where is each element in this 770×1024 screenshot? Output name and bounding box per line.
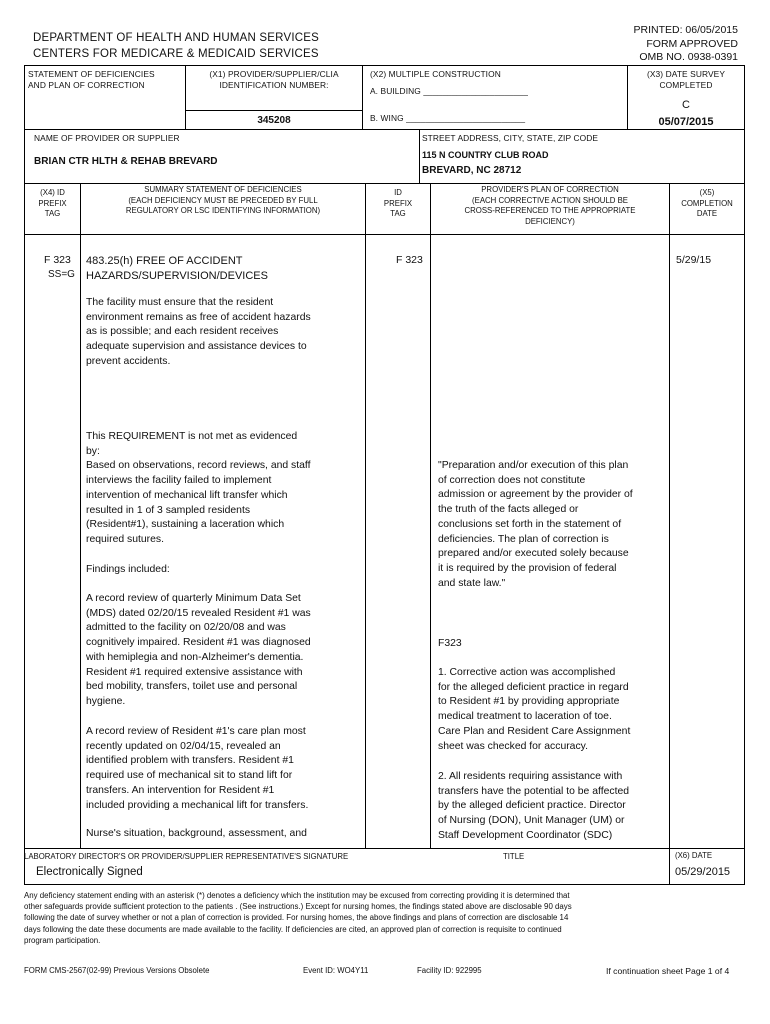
id-prefix-column-header: ID PREFIX TAG bbox=[383, 188, 413, 218]
rule bbox=[24, 183, 745, 184]
x3-label: (X3) DATE SURVEY COMPLETED bbox=[646, 69, 726, 90]
printed-date: PRINTED: 06/05/2015 bbox=[633, 24, 738, 36]
address-line1: 115 N COUNTRY CLUB ROAD bbox=[422, 150, 549, 160]
rule bbox=[24, 234, 745, 235]
findings-included: Findings included: bbox=[86, 564, 170, 575]
rule bbox=[669, 183, 670, 848]
rule bbox=[24, 884, 745, 885]
survey-code: C bbox=[682, 99, 690, 111]
signature-date: 05/29/2015 bbox=[675, 866, 731, 878]
care-plan-review-text: A record review of Resident #1's care plan most recently updated on 02/04/15, revealed an identified problem with transfers. Resident #1 required use of mechanical sit to stand lift for transfers. An intervention for Resident #1 included providing a mechanical lift for transfers. bbox=[86, 726, 309, 811]
plan-tag: F 323 bbox=[396, 254, 423, 266]
x2-label: (X2) MULTIPLE CONSTRUCTION bbox=[370, 69, 501, 79]
rule bbox=[744, 65, 745, 184]
plan-disclaimer: "Preparation and/or execution of this plan of correction does not constitute admission or agreement by the provider of the truth of the facts alleged or conclusions set forth in the statement of deficiencies. The plan of correction is prepared and/or executed solely because it is required by the provision of federal and state law." bbox=[438, 460, 633, 589]
form-approval-block bbox=[634, 24, 738, 65]
deficiency-regulation-text: The facility must ensure that the resident environment remains as free of accident hazards as is possible; and each resident receives adequate supervision and assistance devices to prevent accidents. bbox=[86, 297, 311, 367]
facility-id: Facility ID: 922995 bbox=[417, 966, 482, 975]
address-label: STREET ADDRESS, CITY, STATE, ZIP CODE bbox=[422, 133, 599, 143]
x1-label: (X1) PROVIDER/SUPPLIER/CLIA IDENTIFICATION NUMBER: bbox=[209, 69, 339, 90]
electronic-signature: Electronically Signed bbox=[36, 866, 143, 878]
title-label: TITLE bbox=[503, 852, 525, 861]
provider-name: BRIAN CTR HLTH & REHAB BREVARD bbox=[34, 156, 218, 167]
form-number: FORM CMS-2567(02-99) Previous Versions Obsolete bbox=[24, 966, 210, 975]
x5-column-header: (X5) COMPLETION DATE bbox=[681, 188, 733, 218]
form-approved-label: FORM APPROVED bbox=[646, 37, 738, 50]
deficiency-tag: F 323 bbox=[44, 254, 71, 266]
provider-id-number: 345208 bbox=[257, 115, 291, 126]
address-line2: BREVARD, NC 28712 bbox=[422, 165, 522, 176]
rule bbox=[744, 183, 745, 848]
rule bbox=[24, 183, 25, 848]
x4-column-header: (X4) ID PREFIX TAG bbox=[38, 188, 67, 218]
corrective-action-1: 1. Corrective action was accomplished for the alleged deficient practice in regard to Resident #1 by providing appropriate medical treatment to laceration of toe. Care Plan and Resident Care Assignment sheet was checked for accuracy. bbox=[438, 667, 631, 752]
signature-label: LABORATORY DIRECTOR'S OR PROVIDER/SUPPLIER REPRESENTATIVE'S SIGNATURE bbox=[24, 852, 349, 861]
disclaimer-text: Any deficiency statement ending with an asterisk (*) denotes a deficiency which the institution may be excused from correcting providing it is determined that other safeguards provide sufficient protection to the patients . (See instructions.) Except for nursing homes, the findings stated above are disclosable 90 days following the date of survey whether or not a plan of correction is provided. For nursing homes, the above findings and plans of correction are disclosable 14 days following the date these documents are made available to the facility. If deficiencies are cited, an approved plan of correction is requisite to continued program participation. bbox=[24, 891, 572, 945]
deficiency-findings-summary: This REQUIREMENT is not met as evidenced by: Based on observations, record reviews, and staff interviews the facility failed to implement intervention of mechanical lift transfer which resulted in 1 of 3 sampled residents (Resident#1), sustaining a laceration which required sutures. bbox=[86, 431, 311, 545]
rule bbox=[419, 129, 420, 184]
rule bbox=[669, 848, 670, 884]
event-id: Event ID: WO4Y11 bbox=[303, 966, 369, 975]
rule bbox=[430, 183, 431, 848]
building-label: A. BUILDING ______________________ bbox=[370, 86, 528, 96]
survey-completed-date: 05/07/2015 bbox=[658, 116, 714, 128]
plan-column-header: PROVIDER'S PLAN OF CORRECTION (EACH CORRECTIVE ACTION SHOULD BE CROSS-REFERENCED TO THE APPROPRIATE DEFICIENCY) bbox=[464, 185, 636, 226]
rule bbox=[744, 848, 745, 884]
continuation-sheet: If continuation sheet Page 1 of 4 bbox=[606, 966, 730, 976]
scope-severity: SS=G bbox=[48, 269, 75, 280]
omb-number: OMB NO. 0938-0391 bbox=[639, 51, 738, 63]
rule bbox=[362, 65, 363, 129]
statement-label: STATEMENT OF DEFICIENCIES AND PLAN OF CORRECTION bbox=[28, 69, 155, 90]
agency-header: DEPARTMENT OF HEALTH AND HUMAN SERVICES CENTERS FOR MEDICARE & MEDICAID SERVICES bbox=[33, 32, 319, 60]
mds-review-text: A record review of quarterly Minimum Data Set (MDS) dated 02/20/15 revealed Resident #1 was admitted to the facility on 02/20/08 and was cognitively impaired. Resident #1 was diagnosed with hemiplegia and non-Alzheimer's dementia. Resident #1 required extensive assistance with bed mobility, transfers, toilet use and personal hygiene. bbox=[86, 593, 311, 707]
rule bbox=[365, 183, 366, 848]
deficiency-title: 483.25(h) FREE OF ACCIDENT HAZARDS/SUPERVISION/DEVICES bbox=[86, 255, 268, 282]
nurse-situation-text: Nurse's situation, background, assessment, and bbox=[86, 828, 307, 839]
provider-name-label: NAME OF PROVIDER OR SUPPLIER bbox=[34, 133, 180, 143]
summary-column-header: SUMMARY STATEMENT OF DEFICIENCIES (EACH DEFICIENCY MUST BE PRECEDED BY FULL REGULATORY OR LSC IDENTIFYING INFORMATION) bbox=[125, 185, 321, 215]
rule bbox=[80, 183, 81, 848]
corrective-action-2: 2. All residents requiring assistance with transfers have the potential to be affected by the alleged deficient practice. Director of Nursing (DON), Unit Manager (UM) or Staff Development Coordinator (SDC) bbox=[438, 771, 630, 841]
rule bbox=[24, 65, 25, 184]
x6-date-label: (X6) DATE bbox=[675, 851, 713, 860]
completion-date: 5/29/15 bbox=[676, 254, 712, 266]
rule bbox=[185, 110, 362, 111]
wing-label: B. WING _________________________ bbox=[370, 113, 526, 123]
rule bbox=[24, 848, 745, 849]
rule bbox=[24, 129, 745, 130]
plan-f323-heading: F323 bbox=[438, 638, 462, 649]
rule bbox=[24, 65, 745, 66]
